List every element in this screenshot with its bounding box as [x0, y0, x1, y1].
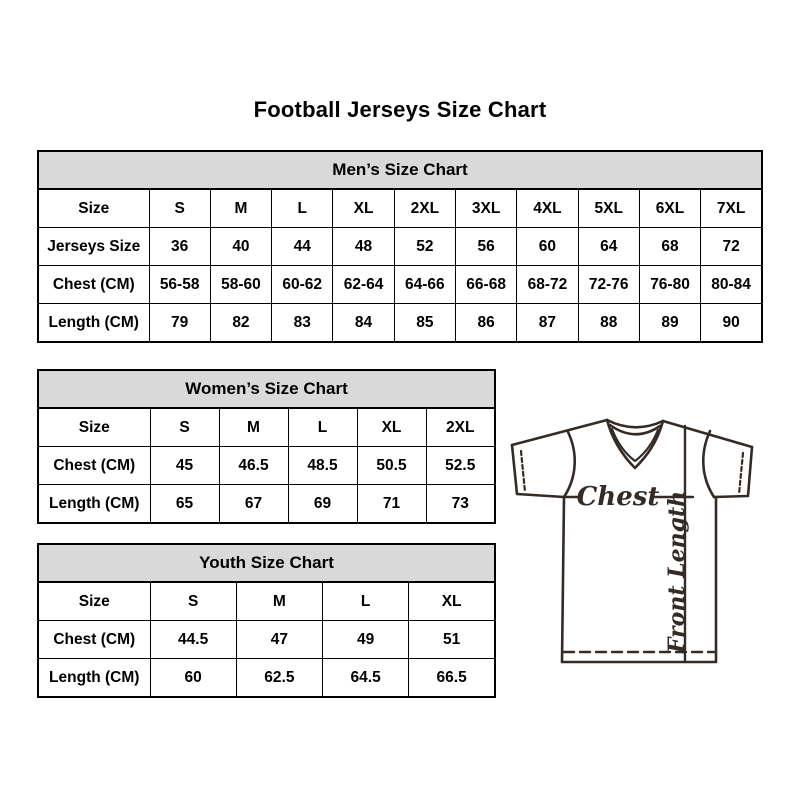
womens-cell: XL	[357, 408, 426, 447]
womens-cell: 2XL	[426, 408, 495, 447]
mens-table-title: Men’s Size Chart	[38, 151, 762, 189]
womens-cell: 46.5	[219, 447, 288, 485]
youth-cell: 62.5	[236, 659, 322, 698]
mens-cell: 80-84	[701, 266, 762, 304]
youth-size-table	[37, 543, 496, 698]
womens-cell: S	[150, 408, 219, 447]
mens-cell: 5XL	[578, 189, 639, 228]
mens-cell: 60-62	[272, 266, 333, 304]
mens-cell: 85	[394, 304, 455, 343]
youth-table-row-2	[38, 659, 495, 698]
womens-cell: 50.5	[357, 447, 426, 485]
mens-cell: 36	[149, 228, 210, 266]
mens-cell: 40	[210, 228, 271, 266]
womens-table-row-1	[38, 447, 495, 485]
mens-cell: 56-58	[149, 266, 210, 304]
mens-cell: 89	[639, 304, 700, 343]
mens-cell: 58-60	[210, 266, 271, 304]
mens-size-table	[37, 150, 763, 343]
youth-cell: S	[150, 582, 236, 621]
jersey-measurement-diagram	[500, 405, 760, 675]
youth-cell: 66.5	[409, 659, 495, 698]
womens-cell: 52.5	[426, 447, 495, 485]
mens-cell: S	[149, 189, 210, 228]
womens-table-title: Women’s Size Chart	[38, 370, 495, 408]
womens-cell: 71	[357, 485, 426, 524]
youth-row-label: Length (CM)	[38, 659, 150, 698]
youth-table-row-1	[38, 621, 495, 659]
womens-cell: 67	[219, 485, 288, 524]
youth-row-label: Size	[38, 582, 150, 621]
mens-cell: 48	[333, 228, 394, 266]
mens-cell: 64	[578, 228, 639, 266]
mens-cell: 4XL	[517, 189, 578, 228]
jersey-outline-icon	[512, 420, 752, 662]
mens-cell: 79	[149, 304, 210, 343]
womens-cell: 48.5	[288, 447, 357, 485]
youth-cell: 60	[150, 659, 236, 698]
mens-cell: M	[210, 189, 271, 228]
youth-row-label: Chest (CM)	[38, 621, 150, 659]
mens-cell: XL	[333, 189, 394, 228]
mens-cell: 56	[455, 228, 516, 266]
womens-cell: M	[219, 408, 288, 447]
mens-cell: 62-64	[333, 266, 394, 304]
mens-cell: 76-80	[639, 266, 700, 304]
mens-row-label: Jerseys Size	[38, 228, 149, 266]
mens-table-row-2	[38, 266, 762, 304]
mens-row-label: Size	[38, 189, 149, 228]
womens-table-row-2	[38, 485, 495, 524]
womens-row-label: Size	[38, 408, 150, 447]
youth-cell: 51	[409, 621, 495, 659]
mens-table-row-0	[38, 189, 762, 228]
page-title: Football Jerseys Size Chart	[253, 97, 547, 122]
mens-cell: 82	[210, 304, 271, 343]
womens-cell: 69	[288, 485, 357, 524]
mens-cell: 60	[517, 228, 578, 266]
mens-cell: 90	[701, 304, 762, 343]
youth-cell: 44.5	[150, 621, 236, 659]
mens-cell: 64-66	[394, 266, 455, 304]
youth-cell: 64.5	[323, 659, 409, 698]
front-length-measure-label: Front Length	[664, 490, 690, 654]
mens-cell: 88	[578, 304, 639, 343]
mens-table-row-1	[38, 228, 762, 266]
mens-cell: 68-72	[517, 266, 578, 304]
mens-table-row-3	[38, 304, 762, 343]
youth-cell: 49	[323, 621, 409, 659]
womens-row-label: Chest (CM)	[38, 447, 150, 485]
mens-cell: 68	[639, 228, 700, 266]
mens-cell: 2XL	[394, 189, 455, 228]
womens-cell: 45	[150, 447, 219, 485]
mens-row-label: Length (CM)	[38, 304, 149, 343]
mens-cell: 72	[701, 228, 762, 266]
mens-row-label: Chest (CM)	[38, 266, 149, 304]
mens-cell: 84	[333, 304, 394, 343]
mens-cell: 72-76	[578, 266, 639, 304]
youth-table-title: Youth Size Chart	[38, 544, 495, 582]
mens-cell: 86	[455, 304, 516, 343]
mens-cell: L	[272, 189, 333, 228]
youth-table-row-0	[38, 582, 495, 621]
mens-cell: 6XL	[639, 189, 700, 228]
chest-measure-label: Chest	[576, 482, 660, 512]
mens-cell: 66-68	[455, 266, 516, 304]
youth-cell: 47	[236, 621, 322, 659]
womens-cell: 73	[426, 485, 495, 524]
youth-cell: L	[323, 582, 409, 621]
mens-cell: 7XL	[701, 189, 762, 228]
mens-cell: 3XL	[455, 189, 516, 228]
womens-size-table	[37, 369, 496, 524]
mens-cell: 87	[517, 304, 578, 343]
mens-cell: 52	[394, 228, 455, 266]
mens-cell: 44	[272, 228, 333, 266]
mens-cell: 83	[272, 304, 333, 343]
womens-row-label: Length (CM)	[38, 485, 150, 524]
youth-cell: XL	[409, 582, 495, 621]
womens-cell: L	[288, 408, 357, 447]
womens-table-row-0	[38, 408, 495, 447]
youth-cell: M	[236, 582, 322, 621]
womens-cell: 65	[150, 485, 219, 524]
